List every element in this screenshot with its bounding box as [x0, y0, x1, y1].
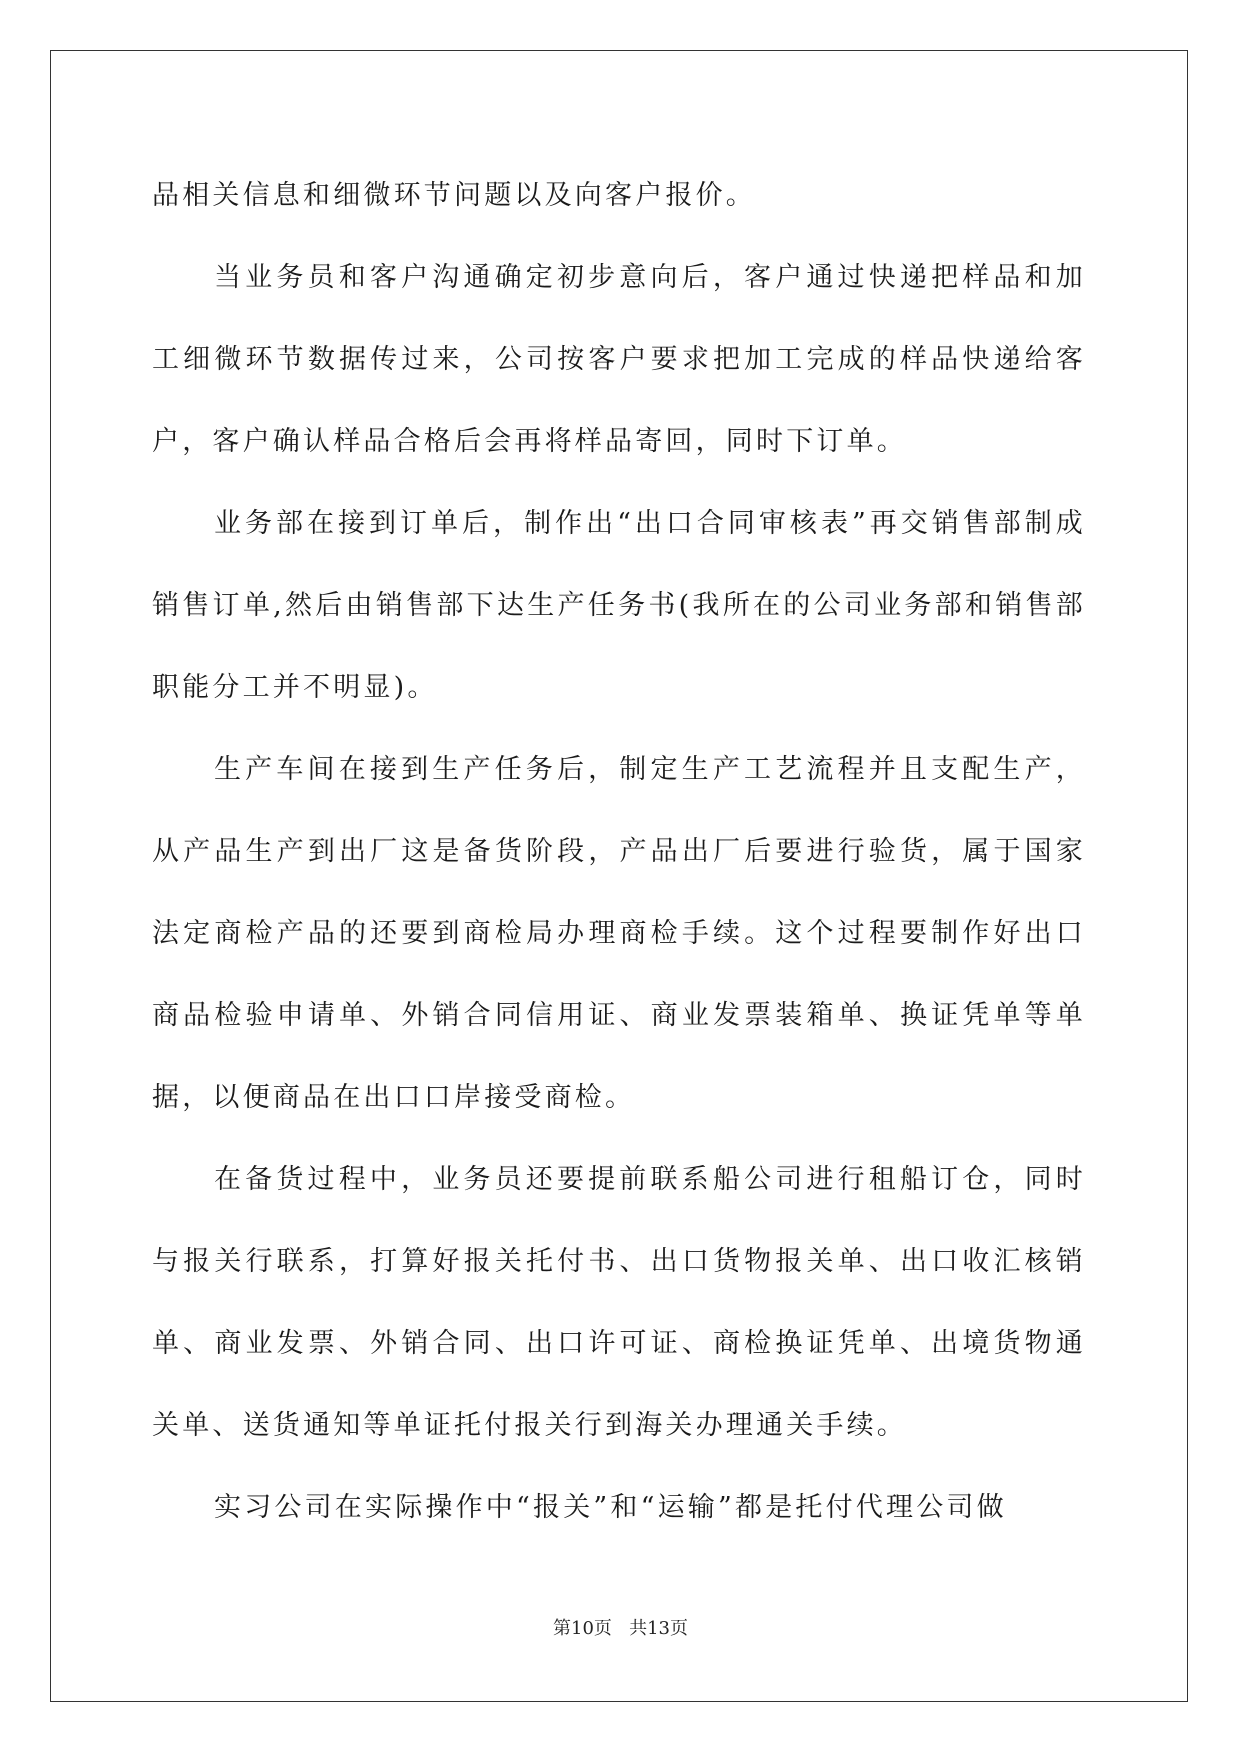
page-number: 第10页: [553, 1618, 612, 1639]
paragraph-6: 实习公司在实际操作中“报关”和“运输”都是托付代理公司做: [214, 1492, 1007, 1523]
paragraph-3: 业务部在接到订单后，制作出“出口合同审核表”再交销售部制成销售订单,然后由销售部下达生产任务书(我所在的公司业务部和销售部职能分工并不明显)。: [152, 508, 1086, 703]
page-footer: [0, 1614, 1241, 1640]
paragraph-5: 在备货过程中，业务员还要提前联系船公司进行租船订仓，同时与报关行联系，打算好报关托付书、出口货物报关单、出口收汇核销单、商业发票、外销合同、出口许可证、商检换证凭单、出境货物通关单、送货通知等单证托付报关行到海关办理通关手续。: [152, 1164, 1086, 1441]
document-body: [152, 155, 1086, 1549]
paragraph-4: 生产车间在接到生产任务后，制定生产工艺流程并且支配生产，从产品生产到出厂这是备货阶段，产品出厂后要进行验货，属于国家法定商检产品的还要到商检局办理商检手续。这个过程要制作好出口商品检验申请单、外销合同信用证、商业发票装箱单、换证凭单等单据，以便商品在出口口岸接受商检。: [152, 754, 1086, 1113]
paragraph-2: 当业务员和客户沟通确定初步意向后，客户通过快递把样品和加工细微环节数据传过来，公司按客户要求把加工完成的样品快递给客户，客户确认样品合格后会再将样品寄回，同时下订单。: [152, 262, 1086, 457]
paragraph-1: 品相关信息和细微环节问题以及向客户报价。: [152, 180, 756, 211]
total-pages: 共13页: [629, 1618, 688, 1639]
